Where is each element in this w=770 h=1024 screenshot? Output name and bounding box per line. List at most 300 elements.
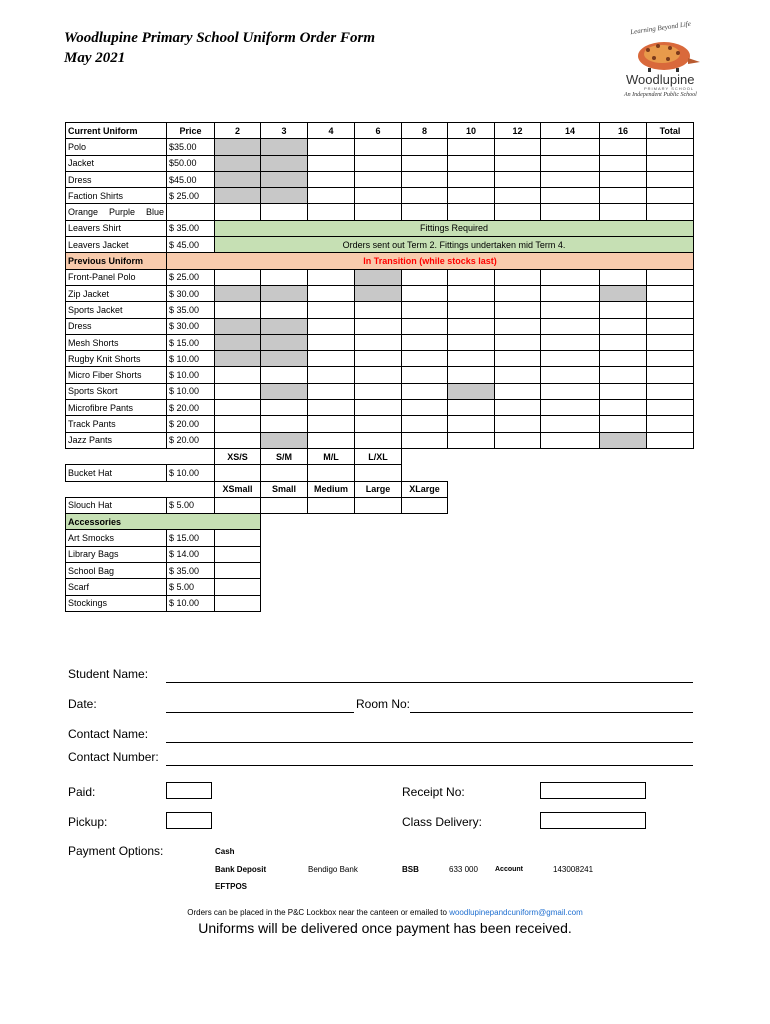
item-price: $45.00 [167,171,215,187]
table-row [66,220,694,236]
quantity-cell[interactable] [402,318,448,334]
quantity-cell[interactable] [495,383,541,399]
blank-cell [261,514,694,530]
quantity-cell[interactable] [495,351,541,367]
quantity-cell[interactable] [402,204,448,220]
quantity-cell[interactable] [355,302,402,318]
item-price: $ 15.00 [167,334,215,350]
item-price: $ 30.00 [167,318,215,334]
quantity-cell[interactable] [355,351,402,367]
table-row [66,171,694,187]
table-row [66,546,694,562]
table-row [66,432,694,448]
item-name: Sports Skort [66,383,167,399]
quantity-cell[interactable] [402,171,448,187]
quantity-cell[interactable] [448,416,495,432]
item-name: Jazz Pants [66,432,167,448]
quantity-cell[interactable] [647,383,694,399]
bank-name: Bendigo Bank [308,865,358,874]
item-price [167,204,215,220]
quantity-cell[interactable] [647,334,694,350]
blank-cell [66,481,215,497]
quantity-cell[interactable] [495,285,541,301]
bank-deposit-option: Bank Deposit [215,865,267,874]
table-row [66,579,694,595]
uniform-order-table [65,122,694,612]
quantity-cell[interactable] [402,432,448,448]
table-row [66,367,694,383]
quantity-cell[interactable] [600,139,647,155]
quantity-cell[interactable] [495,155,541,171]
quantity-cell[interactable] [308,367,355,383]
item-price: $ 25.00 [167,269,215,285]
date-label: Date: [68,697,97,711]
item-price: $ 30.00 [167,285,215,301]
unavailable-cell [261,285,308,301]
quantity-cell[interactable] [495,318,541,334]
quantity-cell[interactable] [402,155,448,171]
blank-cell [261,563,694,579]
bucket-hat-row [66,465,694,481]
quantity-cell[interactable] [600,188,647,204]
quantity-cell[interactable] [495,400,541,416]
table-row [66,416,694,432]
unavailable-cell [215,351,261,367]
quantity-cell[interactable] [541,351,600,367]
blank-cell [448,481,694,497]
pickup-label: Pickup: [68,815,108,829]
unavailable-cell [355,285,402,301]
quantity-cell[interactable] [215,465,261,481]
quantity-cell[interactable] [647,188,694,204]
quantity-cell[interactable] [541,285,600,301]
quantity-cell[interactable] [647,302,694,318]
logo-tagline: An Independent Public School [624,92,697,98]
quantity-cell[interactable] [308,139,355,155]
quantity-cell[interactable] [261,416,308,432]
student-name-label: Student Name: [68,667,149,681]
item-name: School Bag [66,563,167,579]
fittings-note: Fittings Required [215,220,694,236]
item-price: $ 5.00 [167,579,215,595]
item-name: Dress [66,171,167,187]
quantity-cell[interactable] [448,269,495,285]
quantity-cell[interactable] [308,318,355,334]
table-row [66,155,694,171]
quantity-cell[interactable] [495,188,541,204]
table-row [66,237,694,253]
contact-name-label: Contact Name: [68,727,149,741]
blank-cell [261,530,694,546]
quantity-cell[interactable] [541,383,600,399]
quantity-cell[interactable] [495,334,541,350]
table-row [66,285,694,301]
quantity-cell[interactable] [647,367,694,383]
quantity-cell[interactable] [215,595,261,611]
quantity-cell[interactable] [448,400,495,416]
item-price: $ 25.00 [167,188,215,204]
quantity-cell[interactable] [541,416,600,432]
quantity-cell[interactable] [647,269,694,285]
table-row [66,563,694,579]
column-header: 6 [355,123,402,139]
quantity-cell[interactable] [308,383,355,399]
table-header-row [66,123,694,139]
paid-box[interactable] [166,782,212,799]
quantity-cell[interactable] [600,155,647,171]
quantity-cell[interactable] [600,400,647,416]
quantity-cell[interactable] [402,367,448,383]
quantity-cell[interactable] [495,416,541,432]
quantity-cell[interactable] [355,155,402,171]
column-header: Current Uniform [66,123,167,139]
unavailable-cell [261,383,308,399]
blank-cell [402,448,694,464]
quantity-cell[interactable] [495,204,541,220]
quantity-cell[interactable] [600,351,647,367]
quantity-cell[interactable] [541,155,600,171]
item-name: Micro Fiber Shorts [66,367,167,383]
quantity-cell[interactable] [541,367,600,383]
quantity-cell[interactable] [647,416,694,432]
item-price: $ 15.00 [167,530,215,546]
column-header: 2 [215,123,261,139]
paid-label: Paid: [68,785,96,799]
blank-cell [448,497,694,513]
item-name: Track Pants [66,416,167,432]
quantity-cell[interactable] [495,367,541,383]
quantity-cell[interactable] [448,351,495,367]
quantity-cell[interactable] [647,285,694,301]
quantity-cell[interactable] [541,171,600,187]
column-header: 3 [261,123,308,139]
quantity-cell[interactable] [215,400,261,416]
room-no-field[interactable] [410,712,693,713]
unavailable-cell [215,285,261,301]
quantity-cell[interactable] [355,416,402,432]
quantity-cell[interactable] [308,497,355,513]
receipt-no-box[interactable] [540,782,646,799]
quantity-cell[interactable] [448,318,495,334]
hat-size-header-row [66,448,694,464]
quantity-cell[interactable] [308,269,355,285]
unavailable-cell [261,318,308,334]
unavailable-cell [600,432,647,448]
quantity-cell[interactable] [541,139,600,155]
contact-name-field[interactable] [166,742,693,743]
quantity-cell[interactable] [541,432,600,448]
quantity-cell[interactable] [215,530,261,546]
quantity-cell[interactable] [355,465,402,481]
quantity-cell[interactable] [402,139,448,155]
unavailable-cell [215,188,261,204]
quantity-cell[interactable] [541,269,600,285]
item-name: Slouch Hat [66,497,167,513]
student-name-field[interactable] [166,682,693,683]
quantity-cell[interactable] [647,171,694,187]
receipt-no-label: Receipt No: [402,785,465,799]
quantity-cell[interactable] [308,351,355,367]
unavailable-cell [261,334,308,350]
blank-cell [402,465,694,481]
quantity-cell[interactable] [647,318,694,334]
item-name: Dress [66,318,167,334]
item-price: $ 35.00 [167,220,215,236]
item-price: $ 20.00 [167,400,215,416]
quantity-cell[interactable] [495,171,541,187]
blank-cell [261,546,694,562]
unavailable-cell [215,171,261,187]
unavailable-cell [261,432,308,448]
item-price: $ 14.00 [167,546,215,562]
quantity-cell[interactable] [355,139,402,155]
quantity-cell[interactable] [402,302,448,318]
quantity-cell[interactable] [495,139,541,155]
quantity-cell[interactable] [600,269,647,285]
class-delivery-box[interactable] [540,812,646,829]
quantity-cell[interactable] [261,400,308,416]
slouch-hat-row [66,497,694,513]
order-email-link[interactable]: woodlupinepandcuniform@gmail.com [449,908,583,917]
quantity-cell[interactable] [647,351,694,367]
quantity-cell[interactable] [215,302,261,318]
orders-text: Orders can be placed in the P&C Lockbox near the canteen or emailed to [187,908,447,917]
quantity-cell[interactable] [448,432,495,448]
unavailable-cell [261,188,308,204]
contact-number-field[interactable] [166,765,693,766]
unavailable-cell [261,351,308,367]
quantity-cell[interactable] [355,188,402,204]
quantity-cell[interactable] [215,383,261,399]
item-name: Stockings [66,595,167,611]
item-name: Microfibre Pants [66,400,167,416]
quantity-cell[interactable] [215,563,261,579]
quantity-cell[interactable] [308,432,355,448]
table-row [66,204,694,220]
quantity-cell[interactable] [402,334,448,350]
item-price: $ 45.00 [167,237,215,253]
quantity-cell[interactable] [402,400,448,416]
column-header: 16 [600,123,647,139]
hat-size-header: XSmall [215,481,261,497]
item-price: $ 35.00 [167,563,215,579]
quantity-cell[interactable] [215,416,261,432]
quantity-cell[interactable] [355,497,402,513]
item-name: Sports Jacket [66,302,167,318]
quantity-cell[interactable] [308,155,355,171]
quantity-cell[interactable] [355,318,402,334]
quantity-cell[interactable] [355,171,402,187]
quantity-cell[interactable] [355,334,402,350]
quantity-cell[interactable] [261,302,308,318]
quantity-cell[interactable] [308,302,355,318]
quantity-cell[interactable] [261,497,308,513]
item-name: Bucket Hat [66,465,167,481]
column-header: 10 [448,123,495,139]
quantity-cell[interactable] [448,171,495,187]
quantity-cell[interactable] [402,285,448,301]
previous-uniform-row [66,253,694,269]
quantity-cell[interactable] [600,367,647,383]
quantity-cell[interactable] [261,367,308,383]
table-row [66,595,694,611]
logo-name: Woodlupine [626,72,695,87]
quantity-cell[interactable] [448,367,495,383]
blank-cell [261,595,694,611]
quantity-cell[interactable] [495,432,541,448]
form-date: May 2021 [64,50,126,66]
hat-size-header: Medium [308,481,355,497]
quantity-cell[interactable] [308,465,355,481]
table-row [66,269,694,285]
quantity-cell[interactable] [355,204,402,220]
orders-note-cell: Orders sent out Term 2. Fittings undertaken mid Term 4. [215,237,694,253]
date-field[interactable] [166,712,354,713]
school-logo [618,19,710,102]
quantity-cell[interactable] [647,400,694,416]
quantity-cell[interactable] [261,204,308,220]
quantity-cell[interactable] [541,334,600,350]
hat-size-header: S/M [261,448,308,464]
item-name: Polo [66,139,167,155]
unavailable-cell [448,383,495,399]
quantity-cell[interactable] [402,383,448,399]
quantity-cell[interactable] [308,188,355,204]
quantity-cell[interactable] [647,432,694,448]
logo-motto: Learning Beyond Life [629,19,692,37]
quantity-cell[interactable] [647,155,694,171]
blank-cell [261,579,694,595]
table-row [66,318,694,334]
quantity-cell[interactable] [308,400,355,416]
blank-cell [66,448,215,464]
quantity-cell[interactable] [261,465,308,481]
item-price: $ 10.00 [167,595,215,611]
quantity-cell[interactable] [215,546,261,562]
quantity-cell[interactable] [495,269,541,285]
table-row [66,383,694,399]
unavailable-cell [261,155,308,171]
column-header: Price [167,123,215,139]
item-price: $ 10.00 [167,351,215,367]
logo-subtitle: PRIMARY SCHOOL [644,86,695,91]
unavailable-cell [261,171,308,187]
quantity-cell[interactable] [541,204,600,220]
hat-size-header: XS/S [215,448,261,464]
cash-option: Cash [215,847,235,856]
table-row [66,334,694,350]
item-name: Scarf [66,579,167,595]
column-header: 8 [402,123,448,139]
item-price: $35.00 [167,139,215,155]
unavailable-cell [215,155,261,171]
account-label: Account [495,866,523,873]
unavailable-cell [215,139,261,155]
item-name: Orange Purple Blue [66,204,167,220]
quantity-cell[interactable] [308,171,355,187]
item-name: Jacket [66,155,167,171]
quantity-cell[interactable] [402,269,448,285]
quantity-cell[interactable] [647,139,694,155]
quantity-cell[interactable] [261,269,308,285]
unavailable-cell [261,139,308,155]
room-no-label: Room No: [356,697,411,711]
quantity-cell[interactable] [600,416,647,432]
quantity-cell[interactable] [215,204,261,220]
quantity-cell[interactable] [495,302,541,318]
item-price: $ 10.00 [167,367,215,383]
quantity-cell[interactable] [308,204,355,220]
quantity-cell[interactable] [600,171,647,187]
form-title: Woodlupine Primary School Uniform Order Form [64,30,376,46]
quantity-cell[interactable] [215,579,261,595]
table-row [66,188,694,204]
quantity-cell[interactable] [355,367,402,383]
quantity-cell[interactable] [600,318,647,334]
contact-number-label: Contact Number: [68,750,159,764]
quantity-cell[interactable] [448,285,495,301]
quantity-cell[interactable] [308,285,355,301]
quantity-cell[interactable] [541,302,600,318]
item-price: $ 10.00 [167,383,215,399]
quantity-cell[interactable] [215,432,261,448]
bsb-label: BSB [402,865,419,874]
quantity-cell[interactable] [355,383,402,399]
quantity-cell[interactable] [600,383,647,399]
quantity-cell[interactable] [215,497,261,513]
quantity-cell[interactable] [600,204,647,220]
hat-size-header: XLarge [402,481,448,497]
quantity-cell[interactable] [448,188,495,204]
quantity-cell[interactable] [355,400,402,416]
quantity-cell[interactable] [215,367,261,383]
quantity-cell[interactable] [448,155,495,171]
unavailable-cell [355,269,402,285]
quantity-cell[interactable] [541,318,600,334]
quantity-cell[interactable] [402,351,448,367]
unavailable-cell [600,285,647,301]
table-row [66,351,694,367]
item-name: Front-Panel Polo [66,269,167,285]
quantity-cell[interactable] [308,334,355,350]
quantity-cell[interactable] [402,188,448,204]
quantity-cell[interactable] [448,204,495,220]
quantity-cell[interactable] [647,204,694,220]
quantity-cell[interactable] [448,139,495,155]
column-header: 4 [308,123,355,139]
item-name: Faction Shirts [66,188,167,204]
quantity-cell[interactable] [600,302,647,318]
item-price: $50.00 [167,155,215,171]
quantity-cell[interactable] [600,334,647,350]
quantity-cell[interactable] [402,497,448,513]
item-price: $ 5.00 [167,497,215,513]
quantity-cell[interactable] [448,302,495,318]
item-name: Mesh Shorts [66,334,167,350]
quantity-cell[interactable] [402,416,448,432]
quantity-cell[interactable] [308,416,355,432]
item-name: Art Smocks [66,530,167,546]
hat-size-header: M/L [308,448,355,464]
quantity-cell[interactable] [541,188,600,204]
bsb-value: 633 000 [449,865,478,874]
quantity-cell[interactable] [215,269,261,285]
quantity-cell[interactable] [448,334,495,350]
quantity-cell[interactable] [541,400,600,416]
quantity-cell[interactable] [355,432,402,448]
orders-note [0,908,770,917]
pickup-box[interactable] [166,812,212,829]
